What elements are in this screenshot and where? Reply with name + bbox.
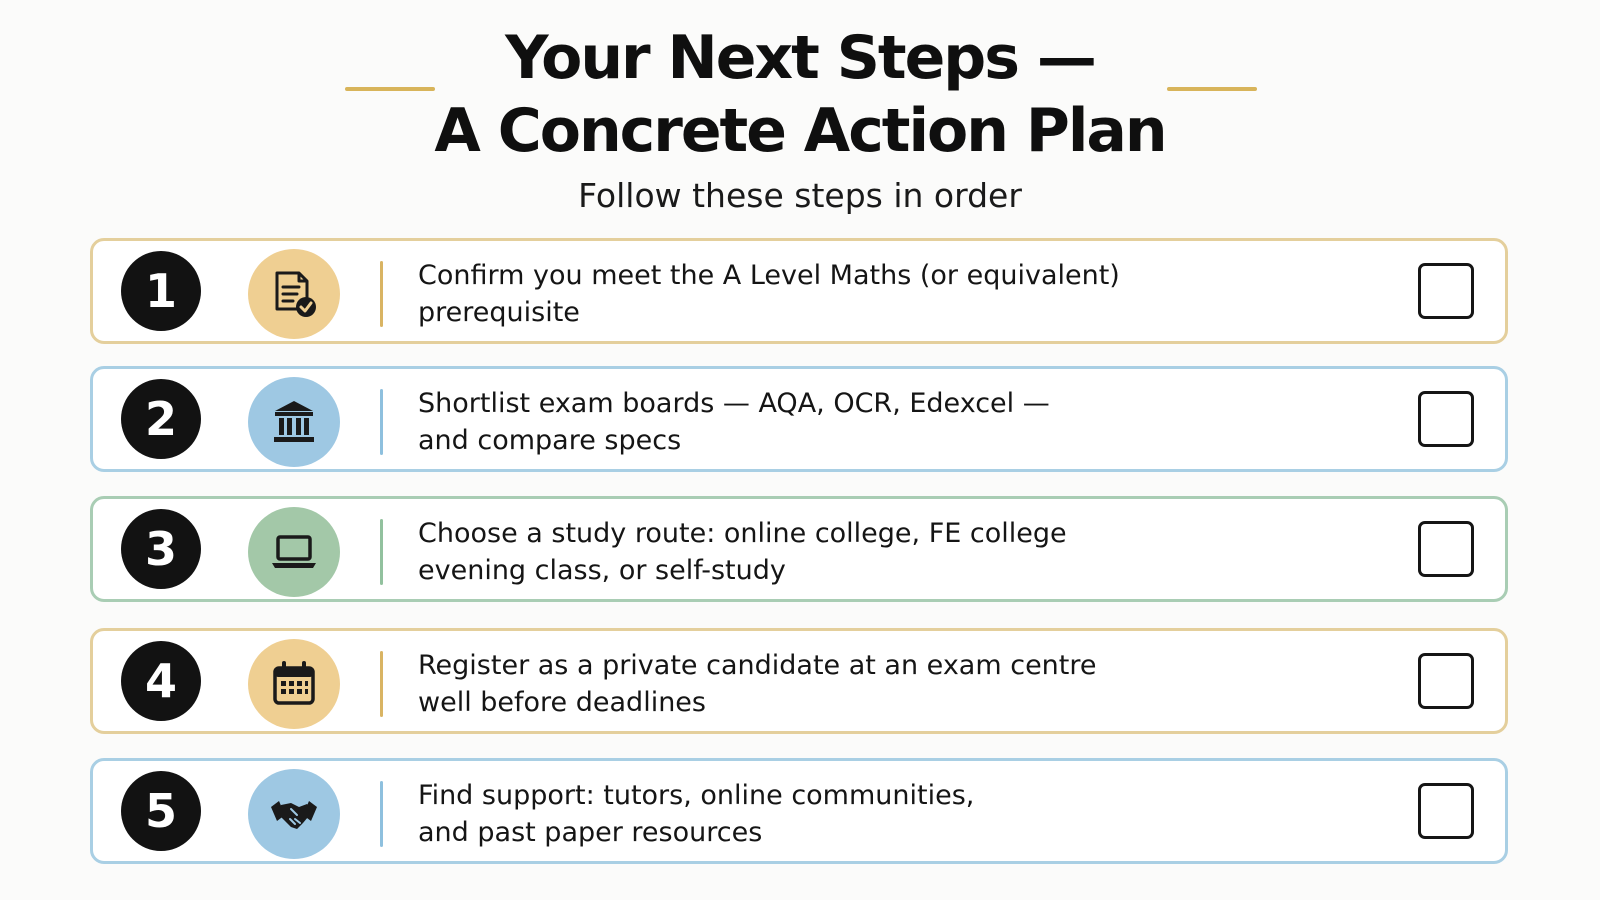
- step-divider: [380, 519, 383, 585]
- handshake-icon: [269, 789, 319, 839]
- step-icon-badge: [248, 507, 340, 597]
- step-divider: [380, 389, 383, 455]
- step-description-line-1: Find support: tutors, online communities,: [418, 780, 975, 811]
- step-icon-badge: [248, 377, 340, 467]
- step-number-badge: 5: [121, 771, 201, 851]
- step-card-4: [90, 628, 1508, 734]
- step-description-line-2: evening class, or self-study: [418, 555, 786, 586]
- step-description-line-2: prerequisite: [418, 297, 580, 328]
- step-divider: [380, 651, 383, 717]
- step-description-line-2: and past paper resources: [418, 817, 763, 848]
- document-check-icon: [269, 269, 319, 319]
- step-description: [418, 647, 1338, 721]
- step-icon-badge: [248, 249, 340, 339]
- step-description: [418, 515, 1338, 589]
- step-card-2: [90, 366, 1508, 472]
- step-card-5: [90, 758, 1508, 864]
- laptop-icon: [269, 527, 319, 577]
- step-checkbox-2[interactable]: [1418, 391, 1474, 447]
- step-divider: [380, 781, 383, 847]
- page-subtitle: Follow these steps in order: [578, 176, 1022, 215]
- step-number-badge: 4: [121, 641, 201, 721]
- calendar-icon: [269, 659, 319, 709]
- step-description-line-2: well before deadlines: [418, 687, 706, 718]
- step-checkbox-1[interactable]: [1418, 263, 1474, 319]
- step-card-3: [90, 496, 1508, 602]
- page-title-line-2: A Concrete Action Plan: [434, 96, 1166, 166]
- step-card-1: [90, 238, 1508, 344]
- step-description: [418, 385, 1338, 459]
- page-title-line-1: Your Next Steps —: [505, 23, 1095, 93]
- step-description-line-2: and compare specs: [418, 425, 682, 456]
- step-description: [418, 777, 1338, 851]
- step-number-badge: 3: [121, 509, 201, 589]
- step-description: [418, 257, 1338, 331]
- step-description-line-1: Shortlist exam boards — AQA, OCR, Edexcel —: [418, 388, 1050, 419]
- step-description-line-1: Choose a study route: online college, FE college: [418, 518, 1067, 549]
- step-number-badge: 2: [121, 379, 201, 459]
- step-number-badge: 1: [121, 251, 201, 331]
- step-checkbox-4[interactable]: [1418, 653, 1474, 709]
- institution-icon: [269, 397, 319, 447]
- step-checkbox-5[interactable]: [1418, 783, 1474, 839]
- step-description-line-1: Confirm you meet the A Level Maths (or equivalent): [418, 260, 1120, 291]
- step-checkbox-3[interactable]: [1418, 521, 1474, 577]
- step-icon-badge: [248, 769, 340, 859]
- step-icon-badge: [248, 639, 340, 729]
- step-divider: [380, 261, 383, 327]
- step-description-line-1: Register as a private candidate at an exam centre: [418, 650, 1097, 681]
